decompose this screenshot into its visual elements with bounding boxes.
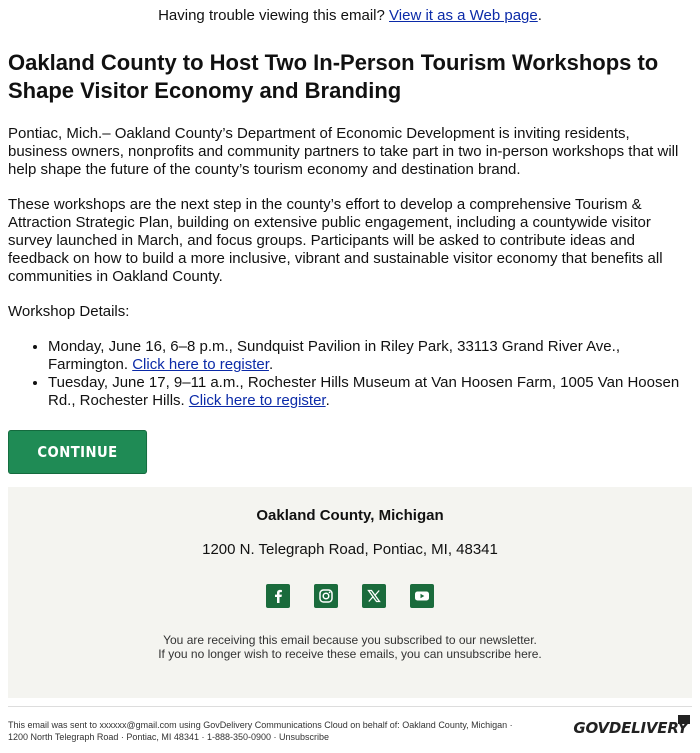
x-icon[interactable] — [362, 584, 386, 608]
footer — [8, 487, 692, 698]
subscription-note-line1: You are receiving this email because you subscribed to our newsletter. — [163, 633, 537, 647]
delivery-info-line1: This email was sent to xxxxxx@gmail.com using GovDelivery Communications Cloud on behalf of: Oakland County, Michigan · — [8, 720, 513, 730]
facebook-icon[interactable] — [266, 584, 290, 608]
intro-paragraph: Pontiac, Mich.– Oakland County’s Department of Economic Development is inviting residents, business owners, nonprofits and community partners to take part in two in-person workshops that will help shape the future of the county’s tourism economy and destination brand. — [8, 125, 679, 178]
body-paragraph: These workshops are the next step in the county’s effort to develop a comprehensive Tourism & Attraction Strategic Plan, building on extensive public engagement, including a countywide visitor survey launched in March, and focus groups. Participants will be asked to contribute ideas and feedback on how to build a more inclusive, vibrant and sustainable visitor economy that benefits all communities in Oakland County. — [8, 196, 663, 285]
view-web-page-link[interactable]: View it as a Web page — [389, 7, 538, 24]
view-online-suffix: . — [537, 7, 542, 24]
unsubscribe-note-line2[interactable]: If you no longer wish to receive these emails, you can unsubscribe here. — [158, 647, 542, 661]
register-link[interactable]: Click here to register — [132, 356, 269, 373]
workshop-suffix: . — [268, 356, 274, 373]
register-link[interactable]: Click here to register — [188, 392, 326, 409]
delivery-info-line2[interactable]: 1200 North Telegraph Road · Pontiac, MI 48341 · 1-888-350-0900 · Unsubscribe — [8, 732, 330, 742]
view-online-bar — [0, 0, 700, 29]
list-item — [48, 374, 692, 410]
cta-wrapper — [8, 430, 692, 476]
workshop-details-label: Workshop Details: — [8, 303, 130, 320]
subscription-note — [8, 633, 692, 661]
email-body — [0, 49, 700, 476]
govdelivery-logo[interactable]: GOVDELIVERY — [573, 719, 688, 737]
list-item — [48, 338, 692, 374]
social-links — [8, 584, 692, 608]
youtube-icon[interactable] — [410, 584, 434, 608]
footer-org-name: Oakland County, Michigan — [256, 507, 444, 524]
workshop-list — [8, 338, 692, 410]
view-online-text: Having trouble viewing this email? — [158, 7, 390, 24]
workshop-text: Tuesday, June 17, 9–11 a.m., Rochester Hills Museum at Van Hoosen Farm, 1005 Van Hoosen Rd., Rochester Hills. — [48, 374, 680, 409]
footer-address: 1200 N. Telegraph Road, Pontiac, MI, 48341 — [202, 541, 498, 558]
instagram-icon[interactable] — [314, 584, 338, 608]
workshop-suffix: . — [325, 392, 330, 409]
workshop-text: Monday, June 16, 6–8 p.m., Sundquist Pavilion in Riley Park, 33113 Grand River Ave., Farmington. — [48, 338, 620, 373]
headline: Oakland County to Host Two In-Person Tourism Workshops to Shape Visitor Economy and Branding — [8, 50, 659, 103]
continue-reading-button[interactable]: CONTINUE — [8, 430, 147, 474]
